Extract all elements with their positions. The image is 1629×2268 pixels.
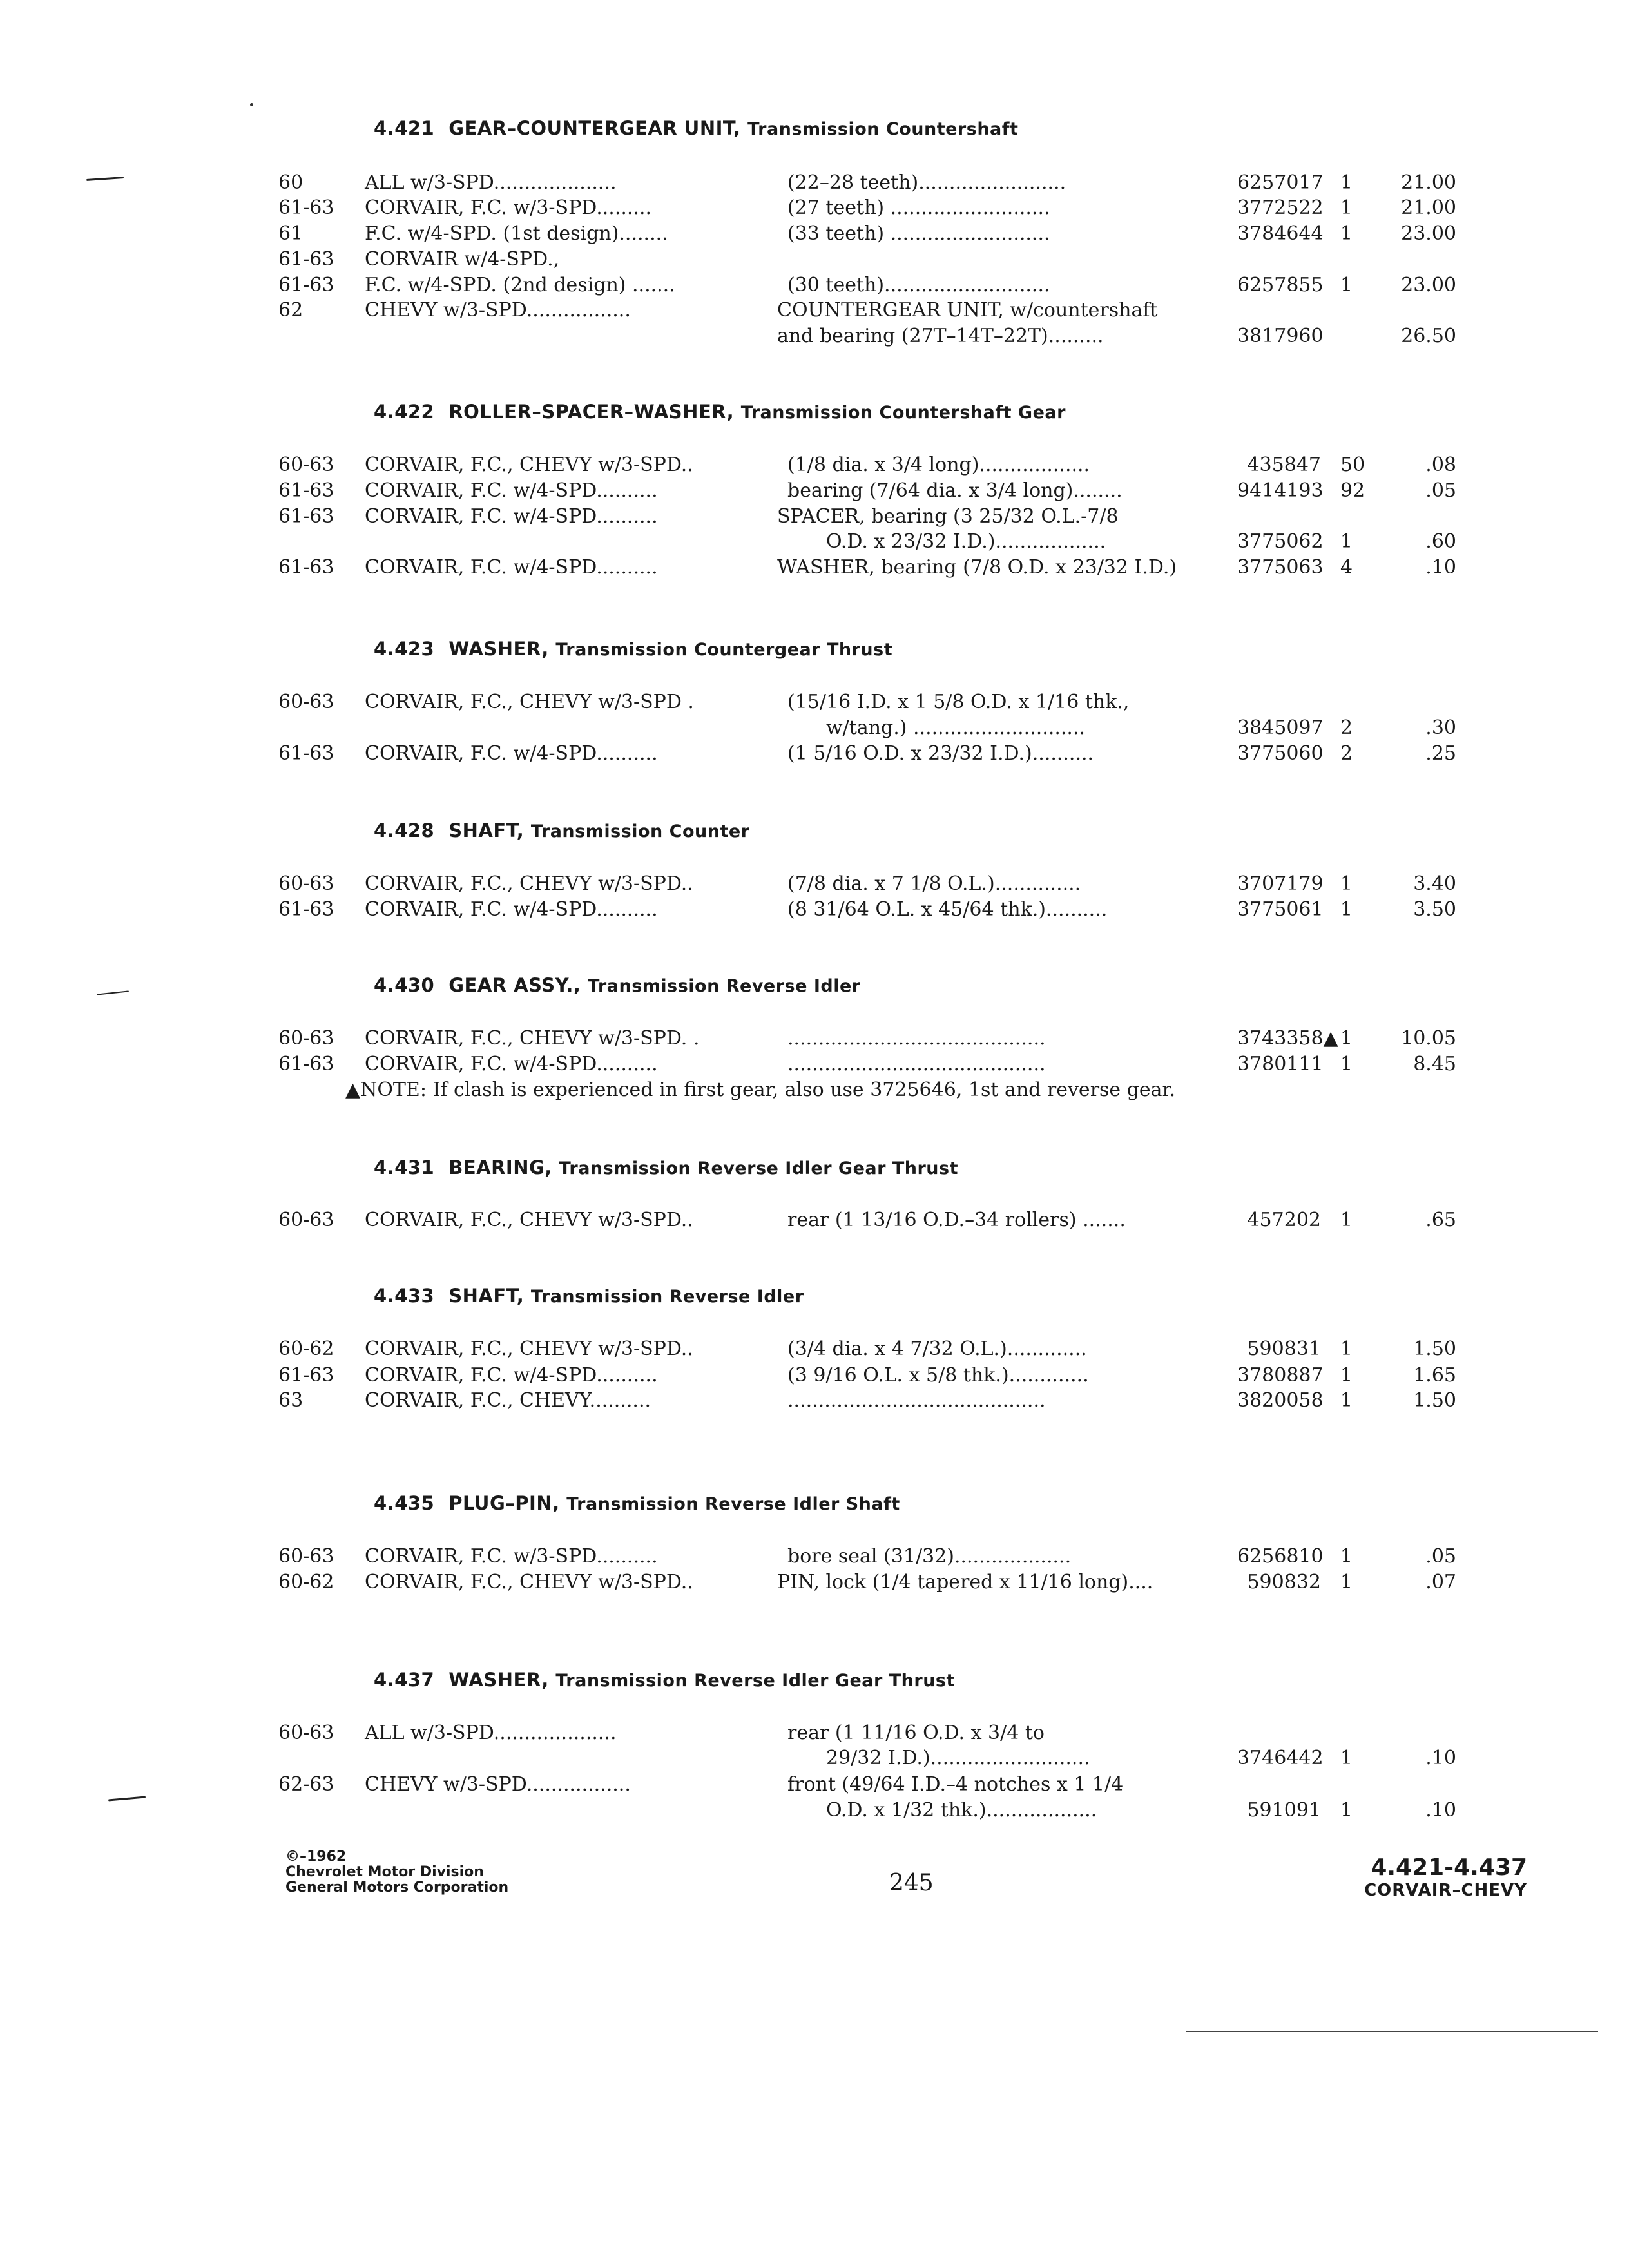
- price: .05: [1425, 479, 1456, 502]
- part-description: ..........................................: [787, 1027, 1046, 1050]
- section-number: 4.437: [374, 1669, 435, 1691]
- table-row: [0, 1389, 1629, 1415]
- table-row: [0, 1799, 1629, 1825]
- section-heading: [374, 1492, 900, 1514]
- quantity: 1: [1340, 1027, 1353, 1050]
- part-description: (22–28 teeth)........................: [787, 171, 1066, 194]
- section-subtitle: Transmission Reverse Idler Gear Thrust: [559, 1158, 958, 1178]
- table-row: [0, 1722, 1629, 1747]
- section-range-block: [1321, 1854, 1527, 1900]
- section-subtitle: Transmission Reverse Idler Shaft: [566, 1494, 900, 1514]
- section-heading: [374, 638, 892, 660]
- model-application: CORVAIR, F.C., CHEVY w/3-SPD..: [365, 872, 693, 895]
- table-row: [0, 1338, 1629, 1363]
- table-row: [0, 1545, 1629, 1571]
- model-application: CORVAIR, F.C., CHEVY w/3-SPD..: [365, 1209, 693, 1231]
- quantity: 1: [1340, 197, 1353, 219]
- model-application: CORVAIR, F.C., CHEVY w/3-SPD..: [365, 1571, 693, 1593]
- quantity: 1: [1340, 1747, 1353, 1769]
- model-year: 60-63: [278, 1027, 334, 1050]
- quantity: 1: [1340, 530, 1353, 553]
- part-number: 3707179: [1237, 872, 1324, 895]
- price: .25: [1425, 742, 1456, 765]
- model-application: CORVAIR, F.C. w/4-SPD..........: [365, 742, 658, 765]
- section-heading: [374, 401, 1066, 423]
- model-year: 61-63: [278, 505, 334, 528]
- model-year: 60: [278, 171, 304, 194]
- table-row: [0, 479, 1629, 505]
- quantity: 50: [1340, 454, 1365, 476]
- model-year: 61-63: [278, 274, 334, 296]
- section-subtitle: Transmission Countergear Thrust: [555, 640, 893, 660]
- section-title: GEAR ASSY.,: [448, 974, 581, 996]
- part-number: 590832: [1247, 1571, 1321, 1593]
- model-application: CORVAIR, F.C. w/3-SPD.........: [365, 197, 652, 219]
- part-description: w/tang.) ............................: [826, 716, 1086, 739]
- model-application: CHEVY w/3-SPD.................: [365, 1773, 631, 1796]
- section-number: 4.431: [374, 1157, 435, 1178]
- table-row: [0, 530, 1629, 556]
- part-description: (27 teeth) ..........................: [787, 197, 1050, 219]
- quantity: 1: [1340, 1209, 1353, 1231]
- model-year: 62-63: [278, 1773, 334, 1796]
- table-row: [0, 248, 1629, 274]
- section-number: 4.428: [374, 820, 435, 841]
- section-subtitle: Transmission Reverse Idler Gear Thrust: [555, 1671, 955, 1691]
- model-application: CORVAIR, F.C. w/4-SPD..........: [365, 1053, 658, 1075]
- section-title: GEAR–COUNTERGEAR UNIT,: [448, 117, 741, 139]
- model-year: 61-63: [278, 197, 334, 219]
- price: .07: [1425, 1571, 1456, 1593]
- speck-mark: [250, 103, 253, 106]
- table-row: [0, 1053, 1629, 1079]
- model-year: 60-63: [278, 1722, 334, 1744]
- vehicle-line: CORVAIR–CHEVY: [1364, 1881, 1527, 1900]
- part-description: (1 5/16 O.D. x 23/32 I.D.)..........: [787, 742, 1094, 765]
- model-application: CHEVY w/3-SPD.................: [365, 299, 631, 322]
- section-title: BEARING,: [448, 1157, 552, 1178]
- section-number: 4.430: [374, 974, 435, 996]
- bottom-rule: [1186, 2031, 1598, 2032]
- quantity: 1: [1340, 1799, 1353, 1821]
- section-number: 4.423: [374, 638, 435, 660]
- quantity: 1: [1340, 872, 1353, 895]
- model-year: 61: [278, 222, 304, 245]
- section-heading: [374, 1669, 955, 1691]
- price: 1.50: [1413, 1389, 1456, 1412]
- section-heading: [374, 1157, 958, 1178]
- quantity: 1: [1340, 1545, 1353, 1568]
- section-subtitle: Transmission Countershaft: [747, 119, 1019, 139]
- price: 1.65: [1413, 1364, 1456, 1387]
- part-number: 3845097: [1237, 716, 1324, 739]
- part-description: O.D. x 23/32 I.D.)..................: [826, 530, 1106, 553]
- part-description: rear (1 13/16 O.D.–34 rollers) .......: [787, 1209, 1126, 1231]
- part-number: 3775062: [1237, 530, 1324, 553]
- publisher-info: [285, 1849, 508, 1896]
- price: 21.00: [1401, 197, 1456, 219]
- section-subtitle: Transmission Reverse Idler: [587, 976, 861, 996]
- price: .08: [1425, 454, 1456, 476]
- model-year: 61-63: [278, 1053, 334, 1075]
- model-application: ALL w/3-SPD....................: [365, 1722, 617, 1744]
- part-number: 3780111: [1237, 1053, 1324, 1075]
- model-year: 61-63: [278, 479, 334, 502]
- part-number: 3775060: [1237, 742, 1324, 765]
- quantity: 1: [1340, 1364, 1353, 1387]
- quantity: 1: [1340, 898, 1353, 921]
- model-year: 60-63: [278, 691, 334, 713]
- part-description: ..........................................: [787, 1053, 1046, 1075]
- quantity: 1: [1340, 1338, 1353, 1360]
- model-year: 60-62: [278, 1338, 334, 1360]
- part-description: (1/8 dia. x 3/4 long)..................: [787, 454, 1090, 476]
- table-row: [0, 197, 1629, 222]
- section-subtitle: Transmission Counter: [530, 822, 750, 841]
- section-subtitle: Transmission Reverse Idler: [530, 1287, 804, 1307]
- part-number: 3817960: [1237, 325, 1324, 347]
- model-year: 60-63: [278, 1209, 334, 1231]
- section-title: WASHER,: [448, 638, 549, 660]
- model-application: CORVAIR, F.C., CHEVY w/3-SPD. .: [365, 1027, 700, 1050]
- table-row: [0, 742, 1629, 768]
- corporation-name: General Motors Corporation: [285, 1879, 509, 1896]
- section-heading: [374, 820, 750, 841]
- model-year: 62: [278, 299, 304, 322]
- price: 23.00: [1401, 274, 1456, 296]
- table-row: [0, 872, 1629, 898]
- price: 1.50: [1413, 1338, 1456, 1360]
- model-application: CORVAIR, F.C. w/3-SPD..........: [365, 1545, 658, 1568]
- quantity: 4: [1340, 556, 1353, 579]
- model-application: CORVAIR, F.C. w/4-SPD..........: [365, 1364, 658, 1387]
- table-row: [0, 171, 1629, 197]
- table-row: [0, 556, 1629, 582]
- page-number: 245: [889, 1870, 934, 1896]
- table-row: [0, 274, 1629, 300]
- section-title: ROLLER–SPACER–WASHER,: [448, 401, 735, 423]
- part-description: SPACER, bearing (3 25/32 O.L.-7/8: [777, 505, 1119, 528]
- table-row: [0, 691, 1629, 716]
- price: .60: [1425, 530, 1456, 553]
- quantity: 1: [1340, 1389, 1353, 1412]
- part-description: ..........................................: [787, 1389, 1046, 1412]
- section-note: ▲NOTE: If clash is experienced in first gear, also use 3725646, 1st and reverse gear.: [345, 1079, 1176, 1101]
- model-year: 60-62: [278, 1571, 334, 1593]
- quantity: 1: [1340, 274, 1353, 296]
- model-application: CORVAIR, F.C., CHEVY w/3-SPD..: [365, 454, 693, 476]
- price: 21.00: [1401, 171, 1456, 194]
- section-number: 4.433: [374, 1285, 435, 1307]
- part-number: 6257017: [1237, 171, 1324, 194]
- table-row: [0, 898, 1629, 924]
- table-row: [0, 222, 1629, 248]
- part-number: 3743358▲: [1237, 1027, 1338, 1050]
- part-number: 591091: [1247, 1799, 1321, 1821]
- division-name: Chevrolet Motor Division: [285, 1864, 484, 1880]
- model-year: 61-63: [278, 248, 334, 271]
- part-description: bearing (7/64 dia. x 3/4 long)........: [787, 479, 1123, 502]
- model-year: 60-63: [278, 1545, 334, 1568]
- model-year: 61-63: [278, 1364, 334, 1387]
- part-number: 590831: [1247, 1338, 1321, 1360]
- model-application: ALL w/3-SPD....................: [365, 171, 617, 194]
- price: .10: [1425, 556, 1456, 579]
- part-number: 3775063: [1237, 556, 1324, 579]
- table-row: [0, 454, 1629, 479]
- part-description: COUNTERGEAR UNIT, w/countershaft: [777, 299, 1158, 322]
- section-title: PLUG–PIN,: [448, 1492, 560, 1514]
- quantity: 92: [1340, 479, 1365, 502]
- part-number: 3820058: [1237, 1389, 1324, 1412]
- price: 3.50: [1413, 898, 1456, 921]
- part-description: (15/16 I.D. x 1 5/8 O.D. x 1/16 thk.,: [787, 691, 1130, 713]
- section-heading: [374, 974, 861, 996]
- part-description: (3/4 dia. x 4 7/32 O.L.).............: [787, 1338, 1087, 1360]
- section-title: WASHER,: [448, 1669, 549, 1691]
- table-row: [0, 325, 1629, 351]
- quantity: 1: [1340, 222, 1353, 245]
- table-row: [0, 1571, 1629, 1597]
- model-year: 61-63: [278, 898, 334, 921]
- model-application: CORVAIR, F.C. w/4-SPD..........: [365, 505, 658, 528]
- model-application: CORVAIR, F.C., CHEVY..........: [365, 1389, 651, 1412]
- model-year: 60-63: [278, 454, 334, 476]
- part-description: (30 teeth)...........................: [787, 274, 1050, 296]
- model-year: 61-63: [278, 742, 334, 765]
- model-year: 61-63: [278, 556, 334, 579]
- part-description: front (49/64 I.D.–4 notches x 1 1/4: [787, 1773, 1124, 1796]
- table-row: [0, 1773, 1629, 1799]
- price: 23.00: [1401, 222, 1456, 245]
- model-application: CORVAIR w/4-SPD.,: [365, 248, 560, 271]
- part-number: 9414193: [1237, 479, 1324, 502]
- table-row: [0, 505, 1629, 531]
- part-description: 29/32 I.D.)..........................: [826, 1747, 1090, 1769]
- part-number: 3772522: [1237, 197, 1324, 219]
- model-year: 63: [278, 1389, 304, 1412]
- table-row: [0, 716, 1629, 742]
- table-row: [0, 1747, 1629, 1773]
- part-description: (3 9/16 O.L. x 5/8 thk.).............: [787, 1364, 1089, 1387]
- price: 8.45: [1413, 1053, 1456, 1075]
- part-description: rear (1 11/16 O.D. x 3/4 to: [787, 1722, 1045, 1744]
- model-year: 60-63: [278, 872, 334, 895]
- section-number: 4.421: [374, 117, 435, 139]
- part-number: 6257855: [1237, 274, 1324, 296]
- copyright: ©–1962: [285, 1849, 347, 1865]
- part-description: (7/8 dia. x 7 1/8 O.L.)..............: [787, 872, 1081, 895]
- table-row: [0, 1027, 1629, 1053]
- section-heading: [374, 117, 1018, 139]
- quantity: 2: [1340, 716, 1353, 739]
- part-description: (8 31/64 O.L. x 45/64 thk.)..........: [787, 898, 1108, 921]
- model-application: F.C. w/4-SPD. (1st design)........: [365, 222, 668, 245]
- price: 26.50: [1401, 325, 1456, 347]
- section-number: 4.435: [374, 1492, 435, 1514]
- section-subtitle: Transmission Countershaft Gear: [740, 403, 1066, 423]
- table-row: [0, 1364, 1629, 1390]
- table-row: [0, 299, 1629, 325]
- part-number: 3780887: [1237, 1364, 1324, 1387]
- part-description: bore seal (31/32)...................: [787, 1545, 1072, 1568]
- part-number: 435847: [1247, 454, 1321, 476]
- quantity: 2: [1340, 742, 1353, 765]
- price: .05: [1425, 1545, 1456, 1568]
- model-application: CORVAIR, F.C. w/4-SPD..........: [365, 479, 658, 502]
- part-description: WASHER, bearing (7/8 O.D. x 23/32 I.D.): [777, 556, 1177, 579]
- part-description: PIN, lock (1/4 tapered x 11/16 long)....: [777, 1571, 1153, 1593]
- part-number: 3784644: [1237, 222, 1324, 245]
- model-application: CORVAIR, F.C. w/4-SPD..........: [365, 556, 658, 579]
- model-application: CORVAIR, F.C. w/4-SPD..........: [365, 898, 658, 921]
- section-number: 4.422: [374, 401, 435, 423]
- price: .10: [1425, 1799, 1456, 1821]
- model-application: F.C. w/4-SPD. (2nd design) .......: [365, 274, 675, 296]
- part-description: and bearing (27T–14T–22T).........: [777, 325, 1104, 347]
- price: 3.40: [1413, 872, 1456, 895]
- price: .10: [1425, 1747, 1456, 1769]
- part-number: 457202: [1247, 1209, 1321, 1231]
- section-title: SHAFT,: [448, 1285, 525, 1307]
- part-number: 3775061: [1237, 898, 1324, 921]
- section-title: SHAFT,: [448, 820, 525, 841]
- price: .65: [1425, 1209, 1456, 1231]
- part-description: O.D. x 1/32 thk.)..................: [826, 1799, 1097, 1821]
- model-application: CORVAIR, F.C., CHEVY w/3-SPD..: [365, 1338, 693, 1360]
- quantity: 1: [1340, 1571, 1353, 1593]
- part-description: (33 teeth) ..........................: [787, 222, 1050, 245]
- part-number: 3746442: [1237, 1747, 1324, 1769]
- section-heading: [374, 1285, 804, 1307]
- part-number: 6256810: [1237, 1545, 1324, 1568]
- price: 10.05: [1401, 1027, 1456, 1050]
- model-application: CORVAIR, F.C., CHEVY w/3-SPD .: [365, 691, 694, 713]
- price: .30: [1425, 716, 1456, 739]
- section-range: 4.421-4.437: [1371, 1854, 1527, 1881]
- punch-mark: [97, 990, 129, 995]
- quantity: 1: [1340, 1053, 1353, 1075]
- table-row: [0, 1209, 1629, 1235]
- quantity: 1: [1340, 171, 1353, 194]
